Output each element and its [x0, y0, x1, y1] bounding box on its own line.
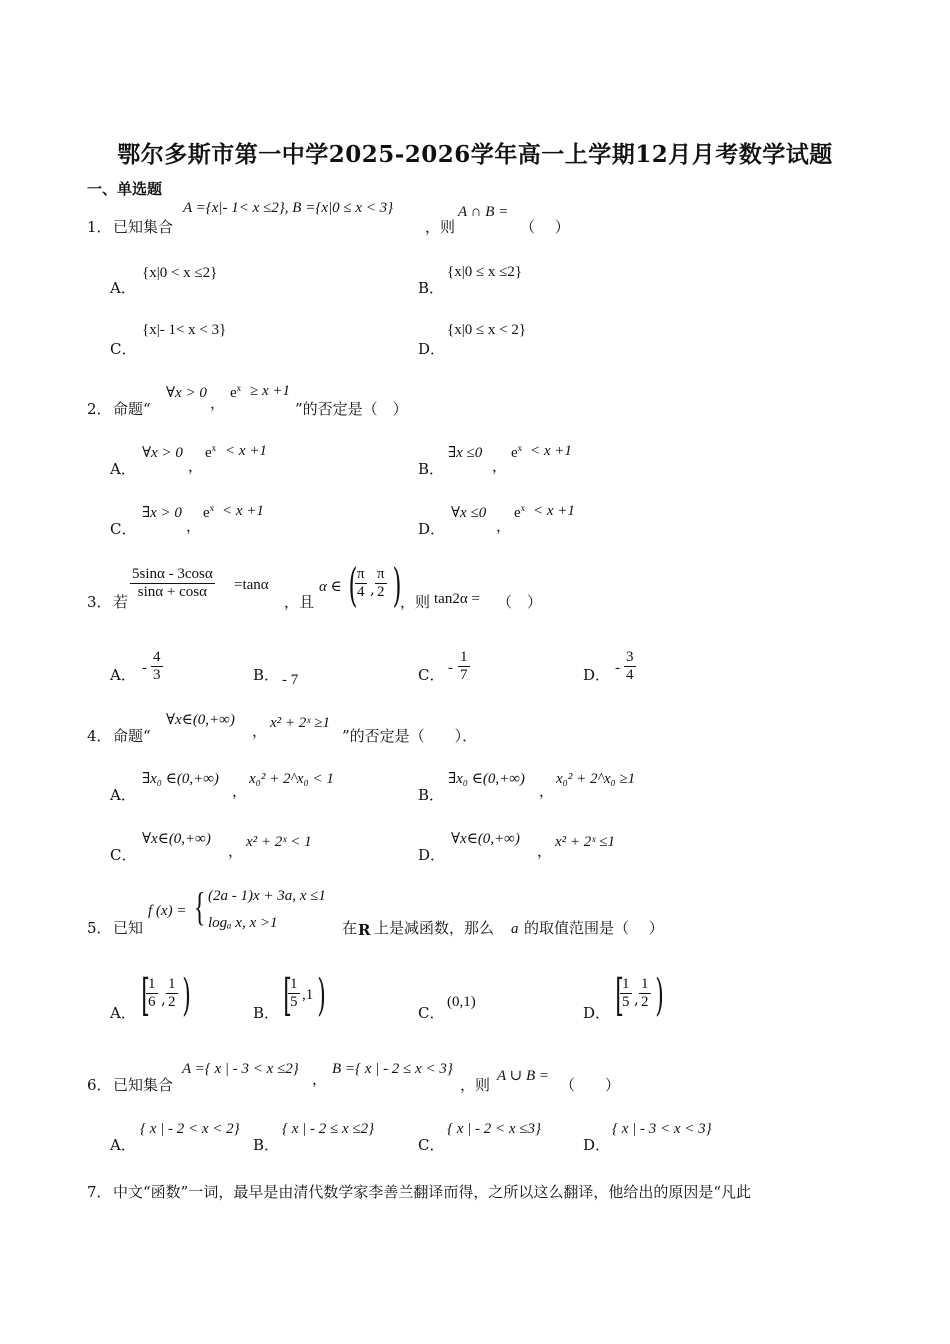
q4-number: 4．	[87, 727, 112, 745]
q3-option-d-sign[interactable]: -	[615, 660, 620, 676]
q5-option-a-comma: ,	[161, 990, 166, 1008]
q2-stem-end: ”的否定是（ ）	[295, 400, 408, 418]
q6-option-b-label[interactable]: B．	[253, 1136, 280, 1154]
q4-option-d-2[interactable]: x² + 2ˣ ≤1	[555, 834, 615, 850]
q3-option-c-sign[interactable]: -	[448, 660, 453, 676]
q5-option-d-left[interactable]: 1 5	[622, 976, 630, 1010]
q5-option-d-right[interactable]: 1 2	[641, 976, 649, 1010]
q3-option-a[interactable]: 4 3	[153, 649, 161, 683]
q3-stem-then: ，则	[400, 593, 431, 611]
q3-paren: （ ）	[497, 593, 543, 611]
q4-stem-end: ”的否定是（ ）．	[342, 727, 478, 745]
q5-option-a-open: [	[141, 970, 150, 1021]
q2-option-c-comma: ，	[186, 517, 202, 535]
q4-m1: ∀x∈(0,+∞)	[166, 712, 235, 728]
q1-number: 1．	[87, 218, 112, 236]
q6-option-c-label[interactable]: C．	[418, 1136, 445, 1154]
q5-option-c[interactable]: (0,1)	[447, 994, 476, 1010]
q1-stem: 已知集合	[113, 218, 174, 236]
q4-option-c-2[interactable]: x² + 2ˣ < 1	[246, 834, 312, 850]
q2-option-d-comma: ，	[496, 517, 512, 535]
q4-option-d-comma: ，	[537, 842, 553, 860]
q2-stem: 命题“	[113, 400, 151, 418]
q2-option-a-1[interactable]: ∀x > 0	[142, 445, 183, 461]
q2-option-c-label[interactable]: C．	[110, 520, 137, 538]
q3-number: 3．	[87, 593, 112, 611]
q6-option-d-label[interactable]: D．	[583, 1136, 611, 1154]
q6-stem: 已知集合	[113, 1076, 174, 1094]
q2-option-b-1[interactable]: ∃x ≤0	[448, 445, 483, 461]
q1-stem-then: ，则	[425, 218, 456, 236]
q4-option-a-2[interactable]: x₀² + 2^x₀ < 1	[249, 771, 334, 787]
q1-option-c[interactable]: {x|- 1< x < 3}	[142, 322, 227, 338]
q3-interval-comma: ,	[370, 580, 375, 598]
q4-option-b-label[interactable]: B．	[418, 786, 445, 804]
q5-option-b-left[interactable]: 1 5	[290, 976, 298, 1010]
q3-interval-close: )	[392, 558, 402, 612]
q4-option-b-1[interactable]: ∃x₀ ∈(0,+∞)	[448, 771, 525, 787]
q4-option-c-1[interactable]: ∀x∈(0,+∞)	[142, 831, 211, 847]
q3-stem-and: ，且	[284, 593, 315, 611]
q2-option-c-1[interactable]: ∃x > 0	[142, 505, 182, 521]
q2-option-d-2[interactable]: $e^x$	[514, 503, 526, 521]
section-heading: 一、单选题	[87, 180, 163, 198]
q5-real-set: R	[358, 921, 371, 939]
q5-option-a-label[interactable]: A．	[110, 1004, 136, 1022]
q5-case-1: (2a - 1)x + 3a, x ≤1	[208, 888, 326, 904]
q1-expr: A ∩ B =	[458, 204, 509, 220]
q2-option-b-label[interactable]: B．	[418, 460, 445, 478]
q2-option-d-label[interactable]: D．	[418, 520, 446, 538]
q5-option-d-comma: ,	[634, 990, 639, 1008]
q7-text: 中文“函数”一词，最早是由清代数学家李善兰翻译而得，之所以这么翻译，他给出的原因是“凡此	[113, 1183, 752, 1201]
q4-option-c-label[interactable]: C．	[110, 846, 137, 864]
q2-option-b-comma: ，	[492, 457, 508, 475]
q5-case-2: logₐ x, x >1	[208, 915, 278, 931]
q5-option-c-label[interactable]: C．	[418, 1004, 445, 1022]
q6-set-b: B ={ x | - 2 ≤ x < 3}	[332, 1061, 453, 1077]
q5-number: 5．	[87, 919, 112, 937]
q5-option-b-tail[interactable]: ,1	[302, 987, 314, 1003]
q2-number: 2．	[87, 400, 112, 418]
q4-option-a-comma: ，	[232, 782, 248, 800]
q1-option-a[interactable]: {x|0 < x ≤2}	[142, 265, 218, 281]
q5-stem: 已知	[113, 919, 144, 937]
q5-stem-end: 的取值范围是（ ）	[524, 919, 664, 937]
q1-option-b[interactable]: {x|0 ≤ x ≤2}	[447, 264, 523, 280]
q4-option-d-label[interactable]: D．	[418, 846, 446, 864]
q5-option-d-close: )	[655, 970, 664, 1021]
q1-option-a-label[interactable]: A．	[110, 279, 136, 297]
q2-option-d-1[interactable]: ∀x ≤0	[451, 505, 487, 521]
q6-comma: ，	[312, 1070, 328, 1088]
q5-option-a-right[interactable]: 1 2	[168, 976, 176, 1010]
q6-option-b[interactable]: { x | - 2 ≤ x ≤2}	[282, 1121, 375, 1137]
q5-stem-mid: 上是减函数，那么	[374, 919, 495, 937]
q5-option-d-label[interactable]: D．	[583, 1004, 611, 1022]
q5-stem-in: 在	[342, 919, 358, 937]
q3-option-a-sign[interactable]: -	[142, 660, 147, 676]
q1-option-d[interactable]: {x|0 ≤ x < 2}	[447, 322, 527, 338]
q2-option-a-3[interactable]: < x +1	[225, 443, 267, 459]
q6-set-a: A ={ x | - 3 < x ≤2}	[182, 1061, 299, 1077]
q6-number: 6．	[87, 1076, 112, 1094]
q5-option-b-open: [	[283, 970, 292, 1021]
q6-option-c[interactable]: { x | - 2 < x ≤3}	[447, 1121, 542, 1137]
q2-m2: $e^x$	[230, 383, 242, 401]
q2-option-a-comma: ，	[188, 457, 204, 475]
q5-option-b-label[interactable]: B．	[253, 1004, 280, 1022]
q4-option-c-comma: ，	[228, 842, 244, 860]
q2-comma: ，	[210, 394, 226, 412]
q4-option-a-label[interactable]: A．	[110, 786, 136, 804]
q4-comma: ，	[252, 722, 268, 740]
q1-option-c-label[interactable]: C．	[110, 340, 137, 358]
q1-option-d-label[interactable]: D．	[418, 340, 446, 358]
q2-m1: ∀x > 0	[166, 385, 207, 401]
q3-fraction: 5sinα - 3cosα sinα + cosα	[132, 566, 213, 600]
q5-option-a-left[interactable]: 1 6	[148, 976, 156, 1010]
page-title: 鄂尔多斯市第一中学2025-2026学年高一上学期12月月考数学试题	[117, 141, 833, 168]
q5-fx: f (x) =	[148, 903, 187, 919]
q2-option-c-2[interactable]: $e^x$	[203, 503, 215, 521]
q6-paren: （ ）	[560, 1076, 621, 1094]
q7-number: 7．	[87, 1183, 112, 1201]
q1-option-b-label[interactable]: B．	[418, 279, 445, 297]
q3-option-b-label[interactable]: B．	[253, 666, 280, 684]
q6-stem-then: ，则	[460, 1076, 491, 1094]
q3-eq: =tanα	[234, 577, 269, 593]
q3-option-d[interactable]: 3 4	[626, 649, 634, 683]
q3-interval-open: (	[348, 558, 358, 612]
q2-option-b-2[interactable]: $e^x$	[511, 443, 523, 461]
q4-m2: x² + 2ˣ ≥1	[270, 715, 330, 731]
q3-alpha-in: α ∈	[319, 579, 342, 595]
q4-stem: 命题“	[113, 727, 151, 745]
q1-sets: A ={x|- 1< x ≤2}, B ={x|0 ≤ x < 3}	[183, 200, 394, 216]
q2-option-c-3[interactable]: < x +1	[222, 503, 264, 519]
q4-option-b-2[interactable]: x₀² + 2^x₀ ≥1	[556, 771, 636, 787]
q3-option-c[interactable]: 1 7	[460, 649, 468, 683]
q6-option-a-label[interactable]: A．	[110, 1136, 136, 1154]
q4-option-d-1[interactable]: ∀x∈(0,+∞)	[451, 831, 520, 847]
q6-option-d[interactable]: { x | - 3 < x < 3}	[612, 1121, 712, 1137]
q2-option-d-3[interactable]: < x +1	[533, 503, 575, 519]
q3-option-a-label[interactable]: A．	[110, 666, 136, 684]
q1-paren: （ ）	[520, 218, 570, 236]
q5-option-d-open: [	[615, 970, 624, 1021]
q3-option-c-label[interactable]: C．	[418, 666, 445, 684]
q2-option-b-3[interactable]: < x +1	[530, 443, 572, 459]
q5-option-a-close: )	[182, 970, 191, 1021]
q2-m3: ≥ x +1	[250, 383, 291, 399]
q2-option-a-2[interactable]: $e^x$	[205, 443, 217, 461]
q5-option-b-close: )	[317, 970, 326, 1021]
q3-interval-right: π 2	[377, 566, 385, 600]
q6-expr: A ∪ B =	[497, 1068, 549, 1084]
q3-stem: 若	[113, 593, 129, 611]
q6-option-a[interactable]: { x | - 2 < x < 2}	[140, 1121, 240, 1137]
q4-option-a-1[interactable]: ∃x₀ ∈(0,+∞)	[142, 771, 219, 787]
q2-option-a-label[interactable]: A．	[110, 460, 136, 478]
q3-option-b[interactable]: - 7	[282, 672, 299, 688]
q4-option-b-comma: ，	[539, 782, 555, 800]
q3-option-d-label[interactable]: D．	[583, 666, 611, 684]
q3-interval-left: π 4	[357, 566, 365, 600]
q5-brace: {	[193, 884, 206, 929]
q3-expr: tan2α =	[434, 591, 480, 607]
q5-var-a: a	[511, 921, 519, 937]
